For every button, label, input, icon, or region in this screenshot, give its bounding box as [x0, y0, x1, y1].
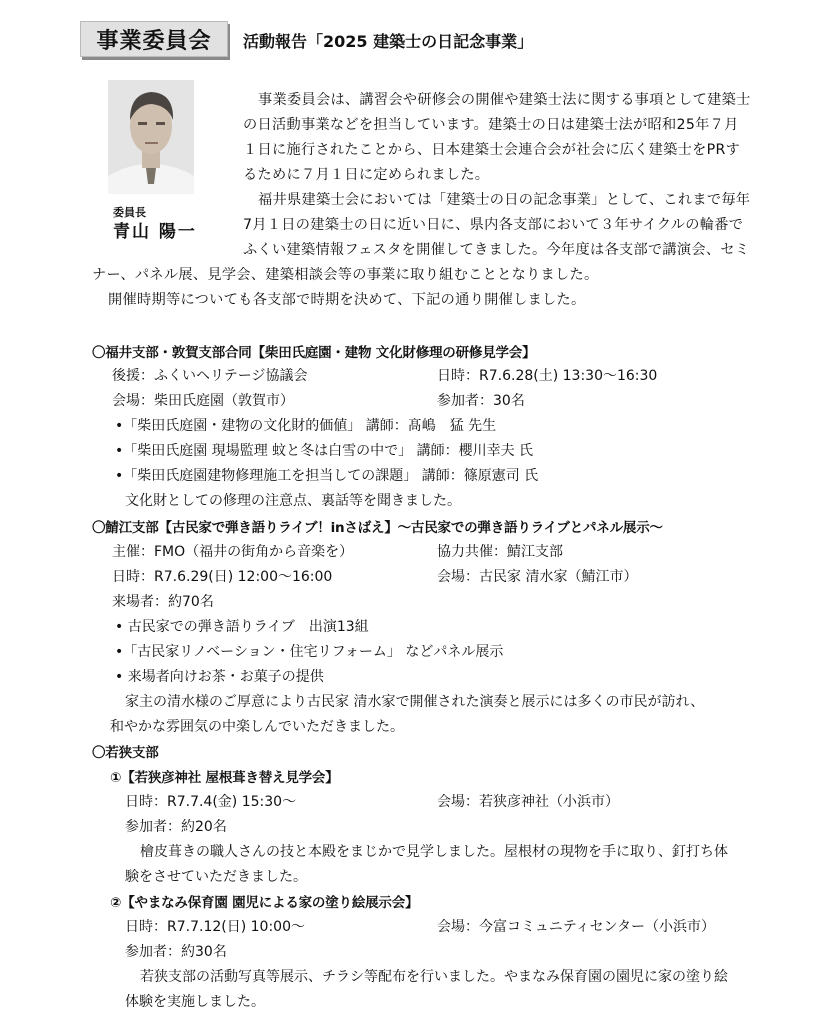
event1-title: ①【若狭彦神社 屋根葺き替え見学会】	[110, 770, 339, 786]
intro-line: 事業委員会は、講習会や研修会の開催や建築士法に関する事項として建築士	[258, 92, 751, 108]
intro-line: るために７月１日に定められました。	[243, 167, 490, 183]
event2-participants: 参加者：約30名	[125, 944, 227, 960]
section2-venue: 会場：古民家 清水家（鯖江市）	[437, 569, 638, 585]
event1-note-line: 験をさせていただきました。	[125, 869, 307, 885]
event1-venue: 会場：若狭彦神社（小浜市）	[437, 794, 619, 810]
page-title: 活動報告「2025 建築士の日記念事業」	[243, 32, 534, 51]
section1-participants: 参加者：30名	[437, 393, 525, 409]
event2-datetime: 日時：R7.7.12(日) 10:00～	[125, 919, 305, 935]
section1-support: 後援：ふくいヘリテージ協議会	[112, 368, 308, 384]
intro-line: ナー、パネル展、見学会、建築相談会等の事業に取り組むこととなりました。	[92, 267, 599, 283]
section3-heading: 〇若狭支部	[92, 745, 159, 761]
section1-datetime: 日時：R7.6.28(土) 13:30～16:30	[437, 368, 658, 384]
section2-bullet: •「古民家リノベーション・住宅リフォーム」 などパネル展示	[115, 644, 504, 660]
chair-name: 青山 陽一	[113, 222, 197, 242]
event1-datetime: 日時：R7.7.4(金) 15:30～	[125, 794, 297, 810]
event1-note-line: 檜皮葺きの職人さんの技と本殿をまじかで見学しました。屋根材の現物を手に取り、釘打ち体	[140, 844, 728, 860]
section2-bullet: • 来場者向けお茶・お菓子の提供	[115, 669, 324, 685]
event2-title: ②【やまなみ保育園 園児による家の塗り絵展示会】	[110, 895, 419, 911]
section2-bullet: • 古民家での弾き語りライブ 出演13組	[115, 619, 369, 635]
event2-note-line: 若狭支部の活動写真等展示、チラシ等配布を行いました。やまなみ保育園の園児に家の塗り絵	[140, 969, 728, 985]
section2-visitors: 来場者：約70名	[112, 594, 214, 610]
section1-bullet: •「柴田氏庭園建物修理施工を担当しての課題」 講師：篠原憲司 氏	[115, 468, 539, 484]
section2-note-line: 和やかな雰囲気の中楽しんでいただきました。	[110, 719, 404, 735]
section1-venue: 会場：柴田氏庭園（敦賀市）	[112, 393, 294, 409]
section2-datetime: 日時：R7.6.29(日) 12:00～16:00	[112, 569, 333, 585]
section2-heading: 〇鯖江支部【古民家で弾き語りライブ！inさばえ】～古民家での弾き語りライブとパネル展示～	[92, 520, 663, 536]
section1-note: 文化財としての修理の注意点、裏話等を聞きました。	[125, 493, 461, 509]
event1-participants: 参加者：約20名	[125, 819, 227, 835]
chair-role: 委員長	[113, 206, 146, 219]
section2-organizer: 主催：FMO（福井の街角から音楽を）	[112, 544, 354, 560]
section2-cosponsor: 協力共催：鯖江支部	[437, 544, 563, 560]
intro-line: の日活動事業などを担当しています。建築士の日は建築士法が昭和25年７月	[243, 117, 739, 133]
section-label: 事業委員会	[96, 28, 212, 54]
intro-line: １日に施行されたことから、日本建築士会連合会が社会に広く建築士をPRす	[243, 142, 741, 158]
portrait-illustration	[108, 80, 194, 194]
section2-note-line: 家主の清水様のご厚意により古民家 清水家で開催された演奏と展示には多くの市民が訪れ、	[125, 694, 705, 710]
section1-bullet: •「柴田氏庭園 現場監理 蚊と冬は白雪の中で」 講師：櫻川幸夫 氏	[115, 443, 534, 459]
intro-line: ふくい建築情報フェスタを開催してきました。今年度は各支部で講演会、セミ	[243, 242, 750, 258]
intro-line: 7月１日の建築士の日に近い日に、県内各支部において３年サイクルの輪番で	[243, 217, 744, 233]
section1-heading: 〇福井支部・敦賀支部合同【柴田氏庭園・建物 文化財修理の研修見学会】	[92, 345, 536, 361]
section-label-box	[80, 21, 228, 57]
chair-portrait-photo	[108, 80, 194, 194]
intro-line: 福井県建築士会においては「建築士の日の記念事業」として、これまで毎年	[258, 192, 751, 208]
section1-bullet: •「柴田氏庭園・建物の文化財的価値」 講師：髙嶋 猛 先生	[115, 418, 497, 434]
event2-note-line: 体験を実施しました。	[125, 994, 265, 1010]
intro-line: 開催時期等についても各支部で時期を決めて、下記の通り開催しました。	[108, 292, 586, 308]
event2-venue: 会場：今富コミュニティセンター（小浜市）	[437, 919, 716, 935]
